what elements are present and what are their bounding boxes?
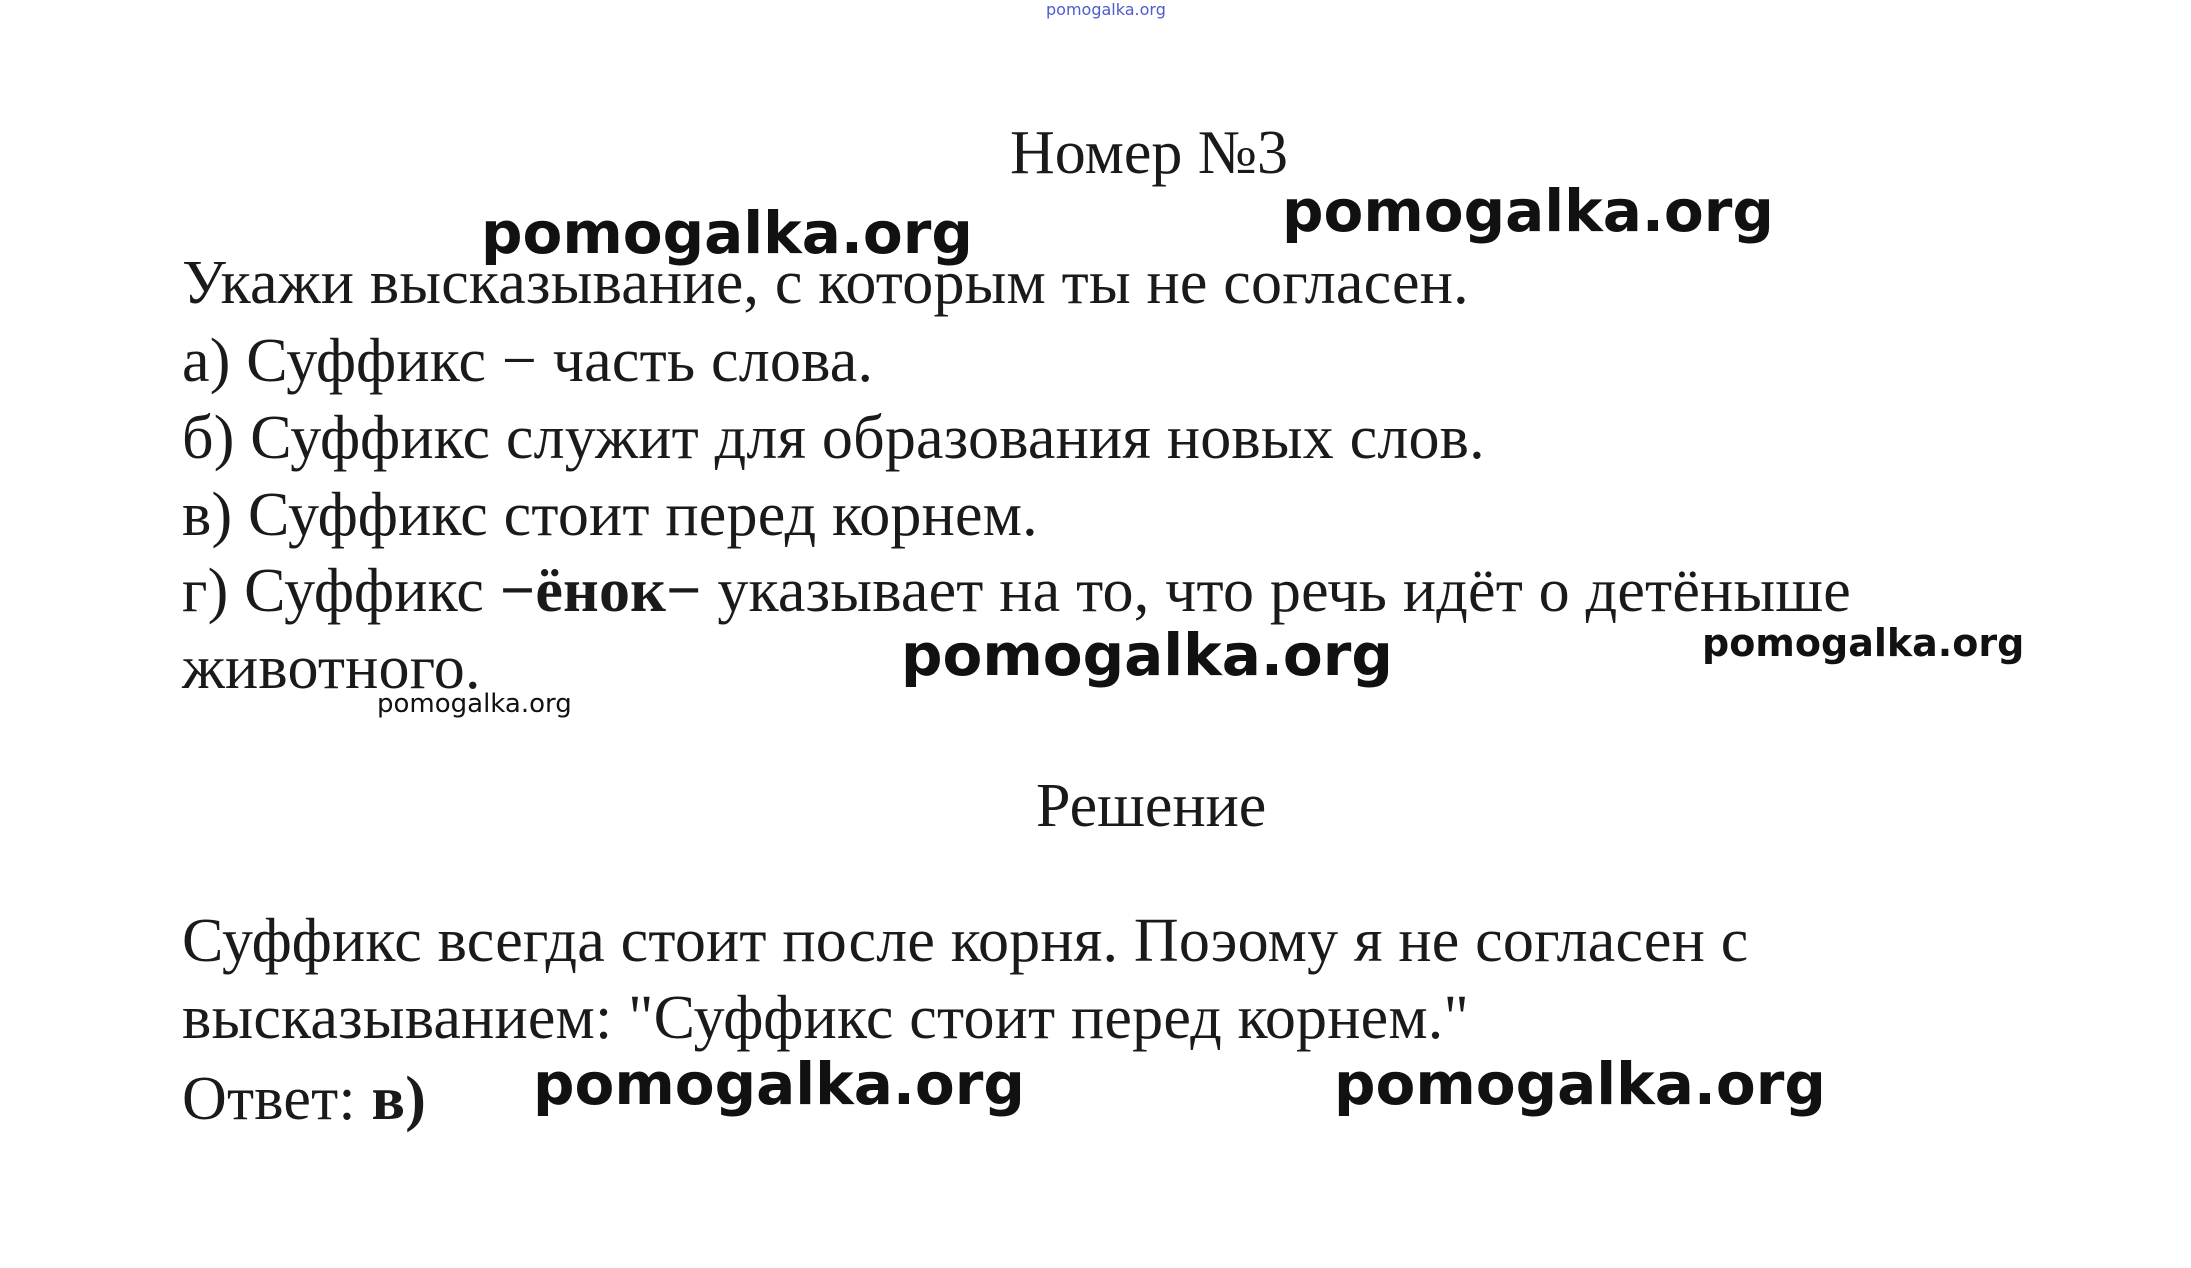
option-b: б) Суффикс служит для образования новых слов. [182, 404, 1485, 472]
task-title: Номер №3 [1010, 119, 1289, 187]
option-g-prefix: г) Суффикс [182, 557, 500, 625]
watermark-4: pomogalka.org [1702, 621, 2025, 665]
option-g-suffix-bold: −ёнок− [499, 557, 702, 625]
watermark-6: pomogalka.org [533, 1050, 1025, 1118]
watermark-2: pomogalka.org [1282, 177, 1774, 245]
watermark-7: pomogalka.org [1334, 1050, 1826, 1118]
solution-line-2: высказыванием: "Суффикс стоит перед корнем." [182, 984, 1469, 1052]
answer-line [182, 1065, 427, 1133]
watermark-5: pomogalka.org [377, 689, 572, 719]
option-g [182, 557, 1851, 625]
solution-line-1: Суффикс всегда стоит после корня. Поэому я не согласен с [182, 907, 1749, 975]
option-g-line2: животного. [182, 634, 481, 702]
option-v: в) Суффикс стоит перед корнем. [182, 481, 1038, 549]
option-a: а) Суффикс − часть слова. [182, 327, 874, 395]
solution-title: Решение [1036, 772, 1267, 840]
answer-value: в) [371, 1065, 427, 1133]
header-site-link[interactable]: pomogalka.org [1046, 0, 1166, 19]
option-g-rest: указывает на то, что речь идёт о детёныше [701, 557, 1851, 625]
task-question: Укажи высказывание, с которым ты не согласен. [182, 249, 1469, 317]
watermark-1: pomogalka.org [481, 199, 973, 267]
watermark-3: pomogalka.org [901, 621, 1393, 689]
answer-label: Ответ: [182, 1065, 372, 1133]
